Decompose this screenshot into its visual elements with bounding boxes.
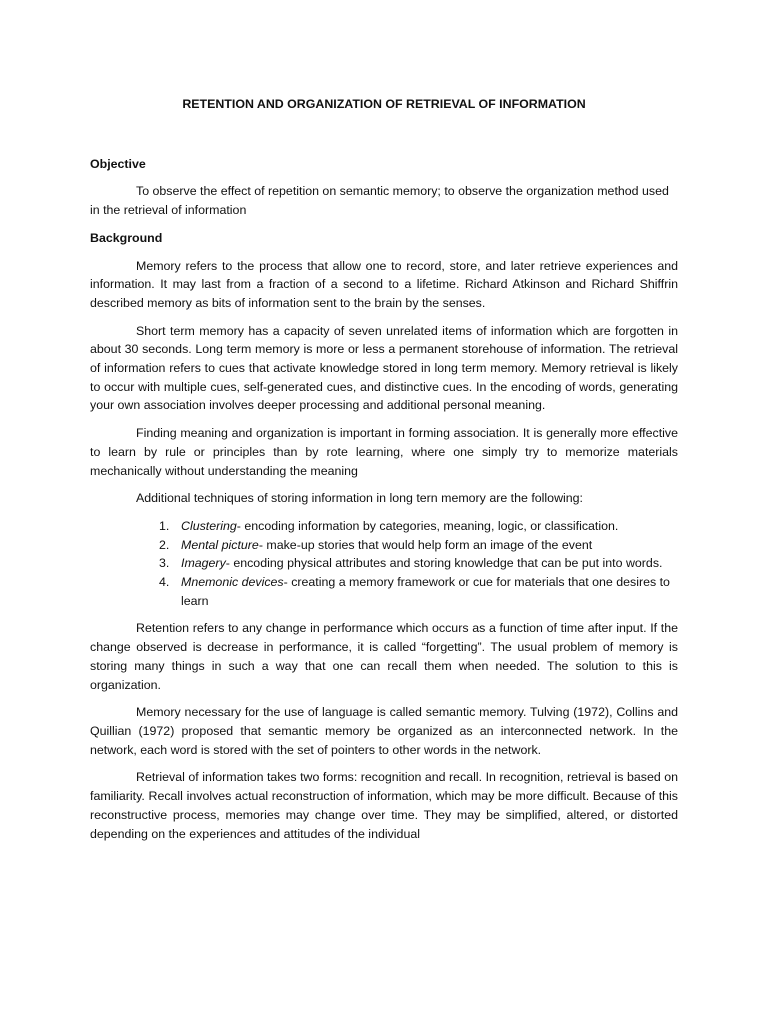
list-item-number: 1. xyxy=(159,518,170,533)
background-paragraph-3: Finding meaning and organization is important in forming association. It is generally more effective to learn by rule or principles than by rote learning, where one simply try to memorize materials mechanically without understanding the meaning xyxy=(90,426,678,478)
list-item-term: Clustering xyxy=(181,518,237,533)
objective-text: To observe the effect of repetition on semantic memory; to observe the organization method used in the retrieval of information xyxy=(90,184,669,218)
document-title: RETENTION AND ORGANIZATION OF RETRIEVAL OF INFORMATION xyxy=(182,97,586,111)
techniques-list xyxy=(90,517,678,611)
background-paragraph-1: Memory refers to the process that allow one to record, store, and later retrieve experiences and information. It may last from a fraction of a second to a lifetime. Richard Atkinson and Richard Shiffrin described memory as bits of information sent to the brain by the senses. xyxy=(90,258,678,310)
semantic-memory-paragraph: Memory necessary for the use of language is called semantic memory. Tulving (1972), Collins and Quillian (1972) proposed that semantic memory be organized as an interconnected network. In the network, each word is stored with the set of pointers to other words in the network. xyxy=(90,705,678,757)
list-item-term: Mental picture xyxy=(181,537,259,552)
list-item-description: - encoding physical attributes and storing knowledge that can be put into words. xyxy=(225,556,663,571)
list-item-description: - make-up stories that would help form an image of the event xyxy=(258,537,593,552)
list-item xyxy=(90,554,678,573)
list-item xyxy=(90,573,678,610)
background-heading: Background xyxy=(90,230,163,245)
list-item xyxy=(90,517,678,536)
retrieval-paragraph: Retrieval of information takes two forms: recognition and recall. In recognition, retrieval is based on familiarity. Recall involves actual reconstruction of information, which may be more difficult. Because of this reconstructive process, memories may change over time. They may be simplified, altered, or distorted depending on the experiences and attitudes of the individual xyxy=(90,770,678,841)
list-item-term: Imagery xyxy=(181,556,226,571)
techniques-intro: Additional techniques of storing information in long tern memory are the following: xyxy=(136,491,583,506)
list-item-term: Mnemonic devices xyxy=(181,575,284,590)
list-item-description: - encoding information by categories, meaning, logic, or classification. xyxy=(236,518,619,533)
background-paragraph-2: Short term memory has a capacity of seven unrelated items of information which are forgotten in about 30 seconds. Long term memory is more or less a permanent storehouse of information. The retrieval of information refers to cues that activate knowledge stored in long term memory. Memory retrieval is likely to occur with multiple cues, self-generated cues, and distinctive cues. In the encoding of words, generating your own association involves deeper processing and additional personal meaning. xyxy=(90,323,678,413)
list-item-description: - creating a memory framework or cue for materials that one desires to learn xyxy=(181,575,670,608)
retention-paragraph: Retention refers to any change in performance which occurs as a function of time after input. If the change observed is decrease in performance, it is called “forgetting”. The usual problem of memory is storing many things in such a way that one can recall them when needed. The solution to this is organization. xyxy=(90,621,678,692)
list-item-number: 3. xyxy=(159,556,170,571)
list-item-number: 4. xyxy=(159,575,170,590)
document-body xyxy=(90,95,678,852)
objective-heading: Objective xyxy=(90,156,146,171)
list-item xyxy=(90,536,678,555)
list-item-number: 2. xyxy=(159,537,170,552)
